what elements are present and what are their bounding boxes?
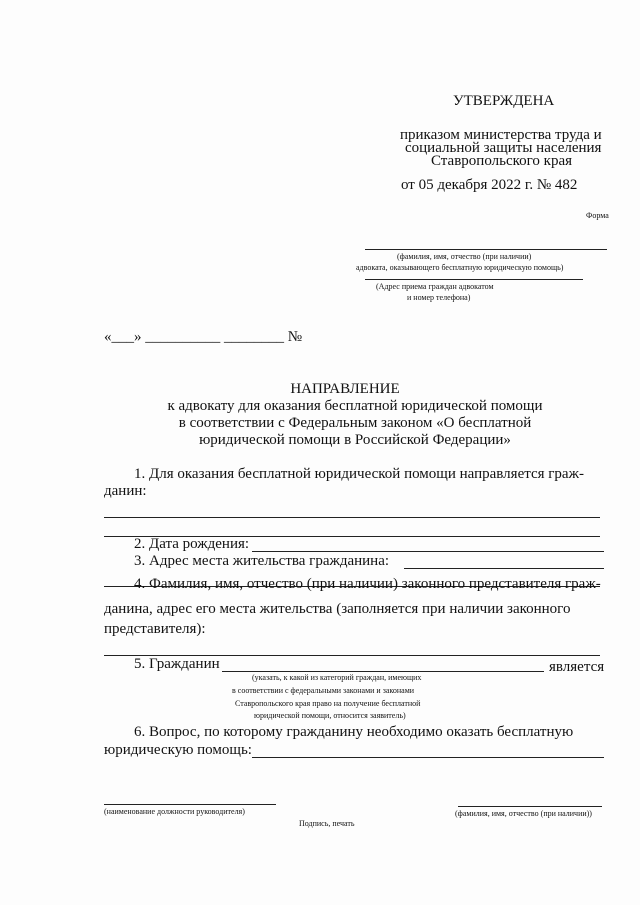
lawyer-name-line	[365, 249, 607, 250]
item-1-line-2: данин:	[104, 483, 147, 499]
item-1-line-1: 1. Для оказания бесплатной юридической помощи направляется граж-	[134, 466, 584, 482]
item-5-suffix: является	[549, 659, 605, 675]
item-1-fill-line-1	[104, 517, 600, 518]
footer-left-line	[104, 804, 276, 805]
item-5-prefix: 5. Гражданин	[134, 656, 220, 672]
lawyer-address-caption-2: и номер телефона)	[407, 293, 471, 302]
item-2-fill-line	[252, 551, 604, 552]
footer-center-caption: Подпись, печать	[299, 819, 355, 828]
approval-line-1: приказом министерства труда и	[400, 127, 602, 143]
document-subtitle-1: к адвокату для оказания бесплатной юридической помощи	[167, 398, 543, 414]
item-5-fill-line	[222, 671, 544, 672]
item-6-line-1: 6. Вопрос, по которому гражданину необходимо оказать бесплатную	[134, 724, 574, 740]
lawyer-name-caption-1: (фамилия, имя, отчество (при наличии)	[397, 252, 532, 261]
lawyer-address-line	[365, 279, 583, 280]
item-4-line-2: данина, адрес его места жительства (заполняется при наличии законного	[104, 601, 571, 617]
document-subtitle-2: в соответствии с Федеральным законом «О бесплатной	[178, 415, 532, 431]
approval-line-3: Ставропольского края	[431, 153, 572, 169]
item-6-line-2: юридическую помощь:	[104, 742, 252, 758]
document-title: НАПРАВЛЕНИЕ	[290, 381, 400, 397]
date-number-line: «___» __________ ________ №	[104, 329, 303, 345]
lawyer-address-caption-1: (Адрес приема граждан адвокатом	[376, 282, 494, 291]
document-subtitle-3: юридической помощи в Российской Федерации»	[199, 432, 511, 448]
item-6-fill-line	[252, 757, 604, 758]
item-5-caption-2: в соответствии с федеральными законами и законами	[232, 686, 415, 695]
footer-right-line	[458, 806, 602, 807]
form-label: Форма	[586, 211, 609, 220]
item-3-label: 3. Адрес места жительства гражданина:	[134, 553, 390, 569]
item-5-caption-3: Ставропольского края право на получение бесплатной	[235, 699, 421, 708]
footer-left-caption: (наименование должности руководителя)	[104, 807, 245, 816]
item-4-line-1: 4. Фамилия, имя, отчество (при наличии) законного представителя граж-	[134, 576, 601, 592]
item-5-caption-1: (указать, к какой из категорий граждан, имеющих	[252, 673, 422, 682]
approval-line-2: социальной защиты населения	[405, 140, 602, 156]
item-2-label: 2. Дата рождения:	[134, 536, 250, 552]
item-4-line-3: представителя):	[104, 621, 206, 637]
approval-date: от 05 декабря 2022 г. № 482	[401, 177, 578, 193]
item-3-fill-line	[404, 568, 604, 569]
footer-right-caption: (фамилия, имя, отчество (при наличии))	[455, 809, 592, 818]
approval-title: УТВЕРЖДЕНА	[453, 93, 555, 109]
lawyer-name-caption-2: адвоката, оказывающего бесплатную юридическую помощь)	[356, 263, 564, 272]
item-5-caption-4: юридической помощи, относится заявитель)	[254, 711, 406, 720]
